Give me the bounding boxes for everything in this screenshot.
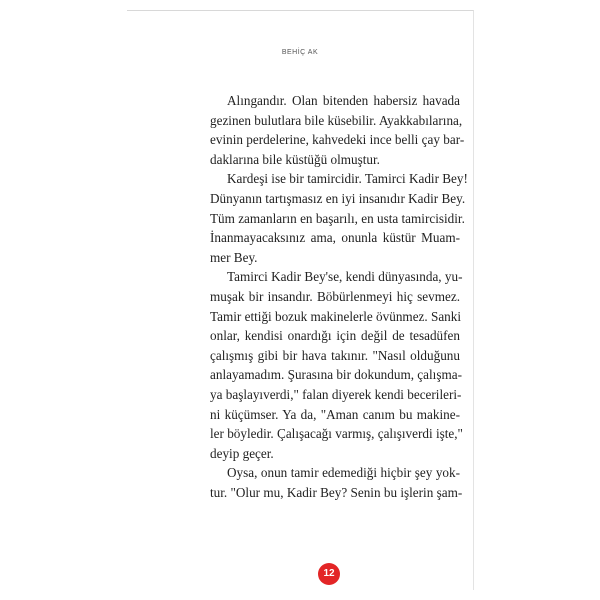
body-text: [210, 91, 468, 502]
text-line: Tüm zamanların en başarılı, en usta tamircisidir.: [210, 210, 465, 226]
text-line: çalışmış gibi bir hava takınır. "Nasıl olduğunu: [210, 347, 460, 363]
text-line: Dünyanın tartışmasız en iyi insanıdır Kadir Bey.: [210, 190, 466, 206]
text-line: onlar, kendisi onardığı için değil de tesadüfen: [210, 328, 460, 344]
text-line: ni küçümser. Ya da, "Aman canım bu makine-: [210, 406, 460, 422]
text-line: evinin perdelerine, kahvedeki ince belli çay bar-: [210, 132, 465, 148]
book-page: [127, 10, 474, 590]
paragraph-3: [210, 267, 463, 463]
text-line: ya başlayıverdi," falan diyerek kendi becerileri-: [210, 386, 462, 402]
paragraph-2: [210, 169, 468, 267]
text-line: gezinen bulutlara bile küsebilir. Ayakkabılarına,: [210, 112, 463, 128]
paragraph-1: [210, 91, 465, 169]
text-line: İnanmayacaksınız ama, onunla küstür Muam-: [210, 230, 460, 246]
text-line: Kardeşi ise bir tamircidir. Tamirci Kadir Bey!: [227, 171, 468, 187]
text-line: deyip geçer.: [210, 445, 274, 461]
text-line: muşak bir insandır. Böbürlenmeyi hiç sevmez.: [210, 288, 460, 304]
text-line: anlayamadım. Şurasına bir dokundum, çalışma-: [210, 367, 462, 383]
running-head: BEHİÇ AK: [281, 49, 319, 56]
text-line: tur. "Olur mu, Kadir Bey? Senin bu işlerin şam-: [210, 484, 463, 500]
text-line: Alıngandır. Olan bitenden habersiz havada: [227, 93, 460, 108]
text-line: mer Bey.: [210, 249, 258, 265]
text-line: Tamir ettiği bozuk makinelerle övünmez. Sanki: [210, 308, 462, 324]
text-line: Oysa, onun tamir edemediği hiçbir şey yok-: [227, 465, 460, 481]
text-line: ler böyledir. Çalışacağı varmış, çalışıverdi işte,": [210, 426, 463, 442]
text-line: daklarına bile küstüğü olmuştur.: [210, 151, 380, 167]
paragraph-4: [210, 463, 463, 502]
page-number-badge: 12: [318, 563, 340, 585]
text-line: Tamirci Kadir Bey'se, kendi dünyasında, yu-: [227, 269, 463, 285]
